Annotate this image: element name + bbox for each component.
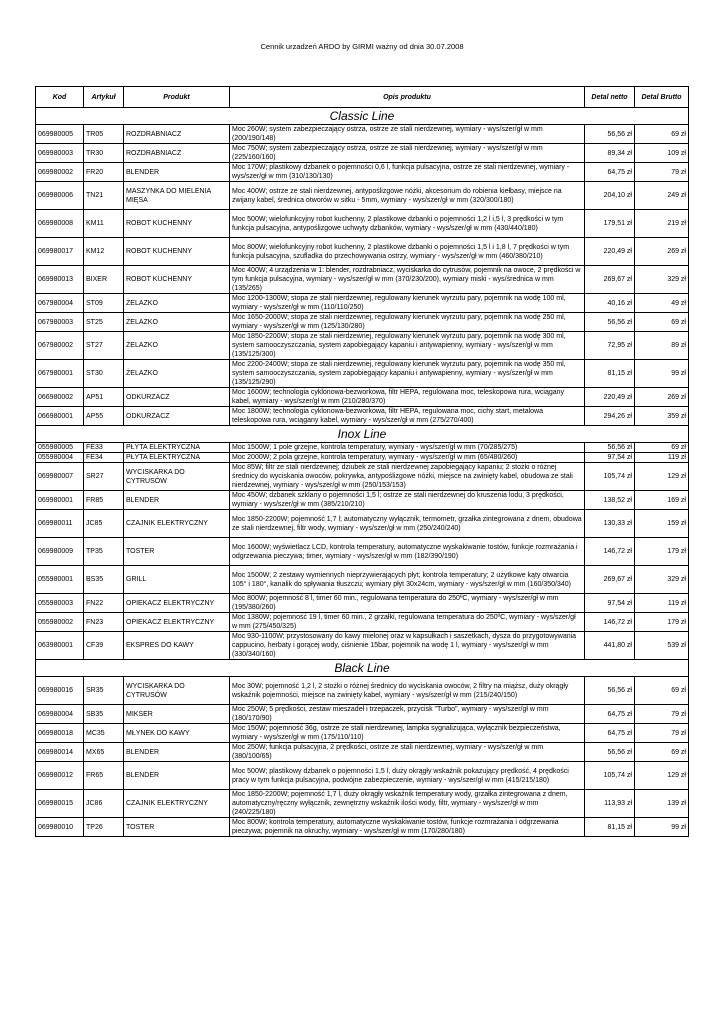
cell-opis: Moc 500W; wielofunkcyjny robot kuchenny, 2 plastikowe dzbanki o pojemności 1,2 l i,5 l, 3 prędkości w tym funkcja pulsacyjna, antypoślizgowe uchwyty dzbanków, wymiary - wys/szer/gł w mm (430/440/180) [230,210,585,238]
table-row [36,566,689,594]
cell-kod: 069980007 [36,463,84,491]
cell-opis: Moc 250W; 5 prędkości, zestaw mieszadeł i trzepaczek, przycisk "Turbo", wymiary - wys/szer/gł w mm (180/170/90) [230,705,585,724]
cell-artykul: MX65 [84,743,124,762]
cell-kod: 055980005 [36,443,84,453]
cell-kod: 066980001 [36,407,84,426]
cell-produkt: ŻELAZKO [124,294,230,313]
table-row [36,360,689,388]
cell-detal-netto: 97,54 zł [585,594,635,613]
table-row [36,407,689,426]
section-header-row [36,660,689,677]
cell-detal-netto: 81,15 zł [585,360,635,388]
cell-produkt: ROBOT KUCHENNY [124,210,230,238]
cell-artykul: MC35 [84,724,124,743]
cell-produkt: TOSTER [124,538,230,566]
cell-artykul: KM11 [84,210,124,238]
section-title: Classic Line [36,108,689,125]
cell-detal-brutto: 219 zł [635,210,689,238]
cell-produkt: OPIEKACZ ELEKTRYCZNY [124,594,230,613]
cell-opis: Moc 1650-2000W; stopa ze stali nierdzewnej, regulowany kierunek wyrzutu pary, pojemnik na wodę 250 ml, wymiary - wys/szer/gł w mm (125/130/280) [230,313,585,332]
cell-detal-netto: 40,16 zł [585,294,635,313]
cell-opis: Moc 1800W; technologia cyklonowa-bezworkowa, filtr HEPA, regulowana moc, cichy start, metalowa teleskopowa rura, wciągany kabel, wymiary - wys/szer/gł w mm (275/270/400) [230,407,585,426]
cell-detal-brutto: 159 zł [635,510,689,538]
cell-artykul: FE34 [84,453,124,463]
cell-detal-netto: 113,93 zł [585,790,635,818]
cell-artykul: AP51 [84,388,124,407]
cell-detal-brutto: 359 zł [635,407,689,426]
cell-kod: 066980002 [36,388,84,407]
cell-produkt: ŻELAZKO [124,313,230,332]
cell-produkt: OPIEKACZ ELEKTRYCZNY [124,613,230,632]
cell-detal-brutto: 119 zł [635,594,689,613]
cell-opis: Moc 250W; funkcja pulsacyjna, 2 prędkości, ostrze ze stali nierdzewnej, wymiary - wys/szer/gł w mm (380/100/65) [230,743,585,762]
cell-detal-netto: 105,74 zł [585,762,635,790]
cell-detal-brutto: 179 zł [635,613,689,632]
cell-artykul: FN22 [84,594,124,613]
cell-kod: 067980003 [36,313,84,332]
cell-detal-brutto: 539 zł [635,632,689,660]
cell-detal-brutto: 269 zł [635,238,689,266]
cell-detal-netto: 64,75 zł [585,705,635,724]
cell-produkt: ŻELAZKO [124,360,230,388]
table-row [36,538,689,566]
cell-produkt: BLENDER [124,743,230,762]
cell-detal-netto: 146,72 zł [585,613,635,632]
cell-kod: 055980003 [36,594,84,613]
cell-artykul: TR05 [84,125,124,144]
cell-artykul: FR85 [84,491,124,510]
table-row [36,294,689,313]
table-row [36,388,689,407]
section-title: Black Line [36,660,689,677]
cell-kod: 069980010 [36,818,84,837]
cell-detal-brutto: 69 zł [635,677,689,705]
cell-detal-netto: 294,26 zł [585,407,635,426]
cell-detal-netto: 130,33 zł [585,510,635,538]
cell-kod: 067980002 [36,332,84,360]
cell-opis: Moc 2000W; 2 pola grzejne, kontrola temperatury, wymiary - wys/szer/gł w mm (65/480/260) [230,453,585,463]
cell-produkt: PŁYTA ELEKTRYCZNA [124,453,230,463]
cell-kod: 069980017 [36,238,84,266]
section-title: Inox Line [36,426,689,443]
cell-produkt: ODKURZACZ [124,407,230,426]
document-title: Cennik urzadzeń ARDO by GIRMI ważny od dnia 30.07.2008 [260,42,464,51]
price-table [35,86,689,837]
cell-kod: 069980016 [36,677,84,705]
cell-detal-netto: 179,51 zł [585,210,635,238]
cell-produkt: MŁYNEK DO KAWY [124,724,230,743]
cell-produkt: ŻELAZKO [124,332,230,360]
cell-detal-netto: 105,74 zł [585,463,635,491]
table-row [36,125,689,144]
cell-detal-brutto: 329 zł [635,566,689,594]
cell-opis: Moc 800W; wielofunkcyjny robot kuchenny, 2 plastikowe dzbanki o pojemności 1,5 l i 1,8 l, 7 prędkości w tym funkcja pulsacyjna, szufladka do przechowywania ostrzy, wymiary - wys/szer/gł w mm (460/380/210) [230,238,585,266]
cell-detal-brutto: 99 zł [635,360,689,388]
cell-detal-brutto: 169 zł [635,491,689,510]
cell-artykul: SB35 [84,705,124,724]
cell-produkt: CZAJNIK ELEKTRYCZNY [124,790,230,818]
cell-kod: 069980003 [36,144,84,163]
cell-kod: 069980012 [36,762,84,790]
table-row [36,510,689,538]
cell-produkt: TOSTER [124,818,230,837]
cell-opis: Moc 2200-2400W; stopa ze stali nierdzewnej, regulowany kierunek wyrzutu pary, pojemnik na wodę 350 ml, system samooczyszczania, system zapobiegający kapaniu i antywapienny, wymiary - wys/szer/gł w mm (135/125/290) [230,360,585,388]
cell-detal-brutto: 119 zł [635,453,689,463]
column-header-opis: Opis produktu [230,87,585,108]
cell-kod: 067980004 [36,294,84,313]
cell-artykul: ST30 [84,360,124,388]
cell-produkt: MASZYNKA DO MIELENIA MIĘSA [124,182,230,210]
cell-produkt: ROZDRABNIACZ [124,125,230,144]
section-header-row [36,108,689,125]
cell-detal-brutto: 69 zł [635,313,689,332]
cell-produkt: BLENDER [124,762,230,790]
cell-kod: 069980008 [36,210,84,238]
cell-artykul: JC86 [84,790,124,818]
column-header-detal-brutto: Detal Brutto [635,87,689,108]
cell-opis: Moc 800W; kontrola temperatury, automatyczne wyskakiwanie tostów, funkcje rozmrażania i odgrzewania pieczywa; pojemnik na okruchy, wymiary - wys/szer/gł w mm (170/280/180) [230,818,585,837]
cell-produkt: CZAJNIK ELEKTRYCZNY [124,510,230,538]
cell-kod: 069980009 [36,538,84,566]
table-row [36,743,689,762]
cell-detal-brutto: 79 zł [635,724,689,743]
cell-detal-brutto: 69 zł [635,743,689,762]
cell-detal-brutto: 49 zł [635,294,689,313]
column-header-kod: Kod [36,87,84,108]
cell-artykul: BIXER [84,266,124,294]
cell-artykul: TP26 [84,818,124,837]
cell-detal-brutto: 249 zł [635,182,689,210]
cell-detal-netto: 56,56 zł [585,125,635,144]
cell-produkt: ROBOT KUCHENNY [124,238,230,266]
cell-detal-brutto: 69 zł [635,125,689,144]
cell-kod: 069980018 [36,724,84,743]
cell-detal-netto: 64,75 zł [585,163,635,182]
cell-produkt: WYCISKARKA DO CYTRUSÓW [124,677,230,705]
table-row [36,705,689,724]
table-row [36,818,689,837]
cell-detal-netto: 220,49 zł [585,238,635,266]
cell-kod: 069980001 [36,491,84,510]
cell-detal-brutto: 269 zł [635,388,689,407]
table-row [36,463,689,491]
table-row [36,313,689,332]
cell-kod: 069980004 [36,705,84,724]
cell-detal-netto: 72,95 zł [585,332,635,360]
cell-detal-brutto: 179 zł [635,538,689,566]
table-row [36,238,689,266]
cell-artykul: FN23 [84,613,124,632]
cell-opis: Moc 500W; plastikowy dzbanek o pojemności 1,5 l, duży okrągły wskaźnik pokazujący prędkość, 4 prędkości pracy w tym funkcja pulsacyjna, podwójne zabezpieczenie, wymiary - wys/szer/gł w mm (415/215/180) [230,762,585,790]
cell-opis: Moc 800W; pojemność 8 l, timer 60 min., regulowana temperatura do 250ºC, wymiary - wys/szer/gł w mm (195/380/260) [230,594,585,613]
cell-artykul: TR30 [84,144,124,163]
cell-produkt: MIKSER [124,705,230,724]
cell-detal-netto: 81,15 zł [585,818,635,837]
table-row [36,332,689,360]
table-row [36,790,689,818]
table-row [36,144,689,163]
cell-artykul: FE33 [84,443,124,453]
cell-artykul: CF39 [84,632,124,660]
cell-opis: Moc 930-1100W; przystosowany do kawy mielonej oraz w kapsułkach i saszetkach, dysza do przygotowywania cappucino, herbaty i gorącej wody, ciśnienie 15bar, pojemnik na wodę 1 l, wymiary - wys/szer/gł w mm (330/340/160) [230,632,585,660]
cell-opis: Moc 1600W; wyświetlacz LCD, kontrola temperatury, automatyczne wyskakiwanie tostów, funkcje rozmrażania i odgrzewania pieczywa; timer, wymiary - wys/szer/gł w mm (182/390/190) [230,538,585,566]
cell-opis: Moc 260W; system zabezpieczający ostrza, ostrze ze stali nierdzewnej, wymiary - wys/szer/gł w mm (200/190/148) [230,125,585,144]
cell-opis: Moc 1850-2200W; stopa ze stali nierdzewnej, regulowany kierunek wyrzutu pary, pojemnik na wodę 300 ml, system samooczyszczania, system zapobiegający kapaniu i antywapienny, wymiary - wys/szer/gł w mm (135/125/300) [230,332,585,360]
cell-detal-netto: 56,56 zł [585,677,635,705]
cell-opis: Moc 30W; pojemność 1,2 l, 2 stożki o różnej średnicy do wyciskania owoców, 2 filtry na miąższ, duży okrągły wskaźnik pojemności, miejsce na zwinięty kabel, wymiary - wys/szer/gł w mm (215/240/150) [230,677,585,705]
cell-produkt: GRILL [124,566,230,594]
cell-opis: Moc 85W; filtr ze stali nierdzewnej; dziubek ze stali nierdzewnej zapobiegający kapaniu; 2 stożki o różnej średnicy do wyciskania owoców, pokrywka, antypoślizgowe nóżki, miejsce na zwinięty kabel, obudowa ze stali nierdzewnej, wymiary - wys/szer/gł w mm (250/153/153) [230,463,585,491]
cell-detal-netto: 97,54 zł [585,453,635,463]
cell-detal-brutto: 129 zł [635,463,689,491]
cell-opis: Moc 1200-1300W; stopa ze stali nierdzewnej, regulowany kierunek wyrzutu pary, pojemnik na wodę 100 ml, wymiary - wys/szer/gł w mm (110/110/250) [230,294,585,313]
cell-detal-netto: 269,67 zł [585,266,635,294]
cell-artykul: TP35 [84,538,124,566]
cell-artykul: SR35 [84,677,124,705]
cell-kod: 055980004 [36,453,84,463]
cell-detal-brutto: 329 zł [635,266,689,294]
table-row [36,677,689,705]
cell-produkt: EKSPRES DO KAWY [124,632,230,660]
cell-opis: Moc 1850-2200W; pojemność 1,7 l; automatyczny wyłącznik, termometr, grzałka zintegrowana z dnem, obudowa ze stali nierdzewnej, filtr wody, wymiary - wys/szer/gł w mm (250/240/240) [230,510,585,538]
table-row [36,613,689,632]
cell-detal-brutto: 99 zł [635,818,689,837]
cell-detal-netto: 220,49 zł [585,388,635,407]
cell-detal-brutto: 109 zł [635,144,689,163]
cell-produkt: ODKURZACZ [124,388,230,407]
cell-detal-netto: 269,67 zł [585,566,635,594]
cell-produkt: BLENDER [124,163,230,182]
cell-detal-brutto: 79 zł [635,163,689,182]
cell-opis: Moc 400W; ostrze ze stali nierdzewnej, antypoślizgowe nóżki, akcesorium do robienia kiełbasy, miejsce na zwijany kabel, średnica otworów w sitku - 5mm, wymiary - wys/szer/gł w mm (320/300/180) [230,182,585,210]
cell-opis: Moc 1850-2200W; pojemność 1,7 l, duży okrągły wskaźnik temperatury wody, grzałka zintegrowana z dnem, automatyczny/ręczny wyłącznik, zewnętrzny wskaźnik ilości wody, filtr, wymiary - wys/szer/gł w mm (240/225/180) [230,790,585,818]
cell-opis: Moc 750W; system zabezpieczający ostrza, ostrze ze stali nierdzewnej, wymiary - wys/szer/gł w mm (225/160/160) [230,144,585,163]
cell-detal-netto: 138,52 zł [585,491,635,510]
cell-artykul: ST09 [84,294,124,313]
cell-detal-brutto: 129 zł [635,762,689,790]
cell-opis: Moc 1600W; technologia cyklonowa-bezworkowa, filtr HEPA, regulowana moc, teleskopowa rura, wciągany kabel, wymiary - wys/szer/gł w mm (210/280/370) [230,388,585,407]
cell-artykul: JC85 [84,510,124,538]
cell-kod: 055980002 [36,613,84,632]
cell-detal-brutto: 89 zł [635,332,689,360]
table-row [36,182,689,210]
cell-artykul: ST27 [84,332,124,360]
table-body [36,108,689,837]
table-row [36,762,689,790]
cell-detal-netto: 204,10 zł [585,182,635,210]
cell-kod: 069980013 [36,266,84,294]
cell-artykul: TN21 [84,182,124,210]
table-row [36,491,689,510]
cell-kod: 055980001 [36,566,84,594]
cell-artykul: AP55 [84,407,124,426]
cell-artykul: SR27 [84,463,124,491]
table-row [36,453,689,463]
cell-opis: Moc 1380W; pojemność 19 l, timer 60 min., 2 grzałki, regulowana temperatura do 250ºC, wymiary - wys/szer/gł w mm (275/450/325) [230,613,585,632]
cell-detal-netto: 56,56 zł [585,743,635,762]
cell-detal-netto: 56,56 zł [585,443,635,453]
cell-artykul: KM12 [84,238,124,266]
cell-opis: Moc 1500W; 2 zestawy wymiennych nieprzywierających płyt; kontrola temperatury; 2 użytkowe kąty otwarcia 105° i 180°, kanalik do spływania tłuszczu; wymiary płyt 30x24cm, wymiary - wys/szer/gł w mm (160/350/340) [230,566,585,594]
column-header-produkt: Produkt [124,87,230,108]
cell-kod: 069980015 [36,790,84,818]
cell-opis: Moc 450W; dzbanek szklany o pojemności 1,5 l; ostrze ze stali nierdzewnej do kruszenia lodu, 3 prędkości, wymiary - wys/szer/gł w mm (385/210/210) [230,491,585,510]
cell-produkt: PŁYTA ELEKTRYCZNA [124,443,230,453]
cell-opis: Moc 400W; 4 urządzenia w 1: blender, rozdrabniacz, wyciskarka do cytrusów, pojemnik na owoce, 2 prędkości w tym funkcja pulsacyjna, wymiary - wys/szer/gł w mm (370/230/200), wymiary miski - wys/średnica w mm (135/265) [230,266,585,294]
table-header-row [36,87,689,108]
cell-detal-netto: 146,72 zł [585,538,635,566]
section-header-row [36,426,689,443]
cell-detal-netto: 441,80 zł [585,632,635,660]
column-header-detal-netto: Detal netto [585,87,635,108]
table-row [36,632,689,660]
cell-kod: 067980001 [36,360,84,388]
table-row [36,443,689,453]
cell-detal-brutto: 79 zł [635,705,689,724]
cell-detal-netto: 89,34 zł [585,144,635,163]
cell-produkt: BLENDER [124,491,230,510]
cell-kod: 069980005 [36,125,84,144]
cell-detal-netto: 56,56 zł [585,313,635,332]
table-row [36,724,689,743]
cell-kod: 069980002 [36,163,84,182]
column-header-artykul: Artykuł [84,87,124,108]
cell-artykul: ST25 [84,313,124,332]
cell-kod: 069980006 [36,182,84,210]
cell-opis: Moc 150W; pojemność 36g, ostrze ze stali nierdzewnej, lampka sygnalizująca, wyłącznik bezpieczeństwa, wymiary - wys/szer/gł w mm (175/110/110) [230,724,585,743]
cell-detal-brutto: 69 zł [635,443,689,453]
table-row [36,163,689,182]
cell-artykul: FR65 [84,762,124,790]
cell-produkt: WYCISKARKA DO CYTRUSÓW [124,463,230,491]
cell-kod: 063980001 [36,632,84,660]
cell-produkt: ROBOT KUCHENNY [124,266,230,294]
cell-opis: Moc 170W; plastikowy dzbanek o pojemności 0,6 l, funkcja pulsacyjna, ostrze ze stali nierdzewnej, wymiary - wys/szer/gł w mm (310/130/130) [230,163,585,182]
cell-kod: 069980011 [36,510,84,538]
cell-produkt: ROZDRABNIACZ [124,144,230,163]
table-row [36,594,689,613]
cell-artykul: FR20 [84,163,124,182]
cell-detal-brutto: 139 zł [635,790,689,818]
cell-kod: 069980014 [36,743,84,762]
cell-detal-netto: 64,75 zł [585,724,635,743]
table-row [36,266,689,294]
table-row [36,210,689,238]
cell-artykul: BS35 [84,566,124,594]
cell-opis: Moc 1500W; 1 pole grzejne, kontrola temperatury, wymiary - wys/szer/gł w mm (70/285/275) [230,443,585,453]
